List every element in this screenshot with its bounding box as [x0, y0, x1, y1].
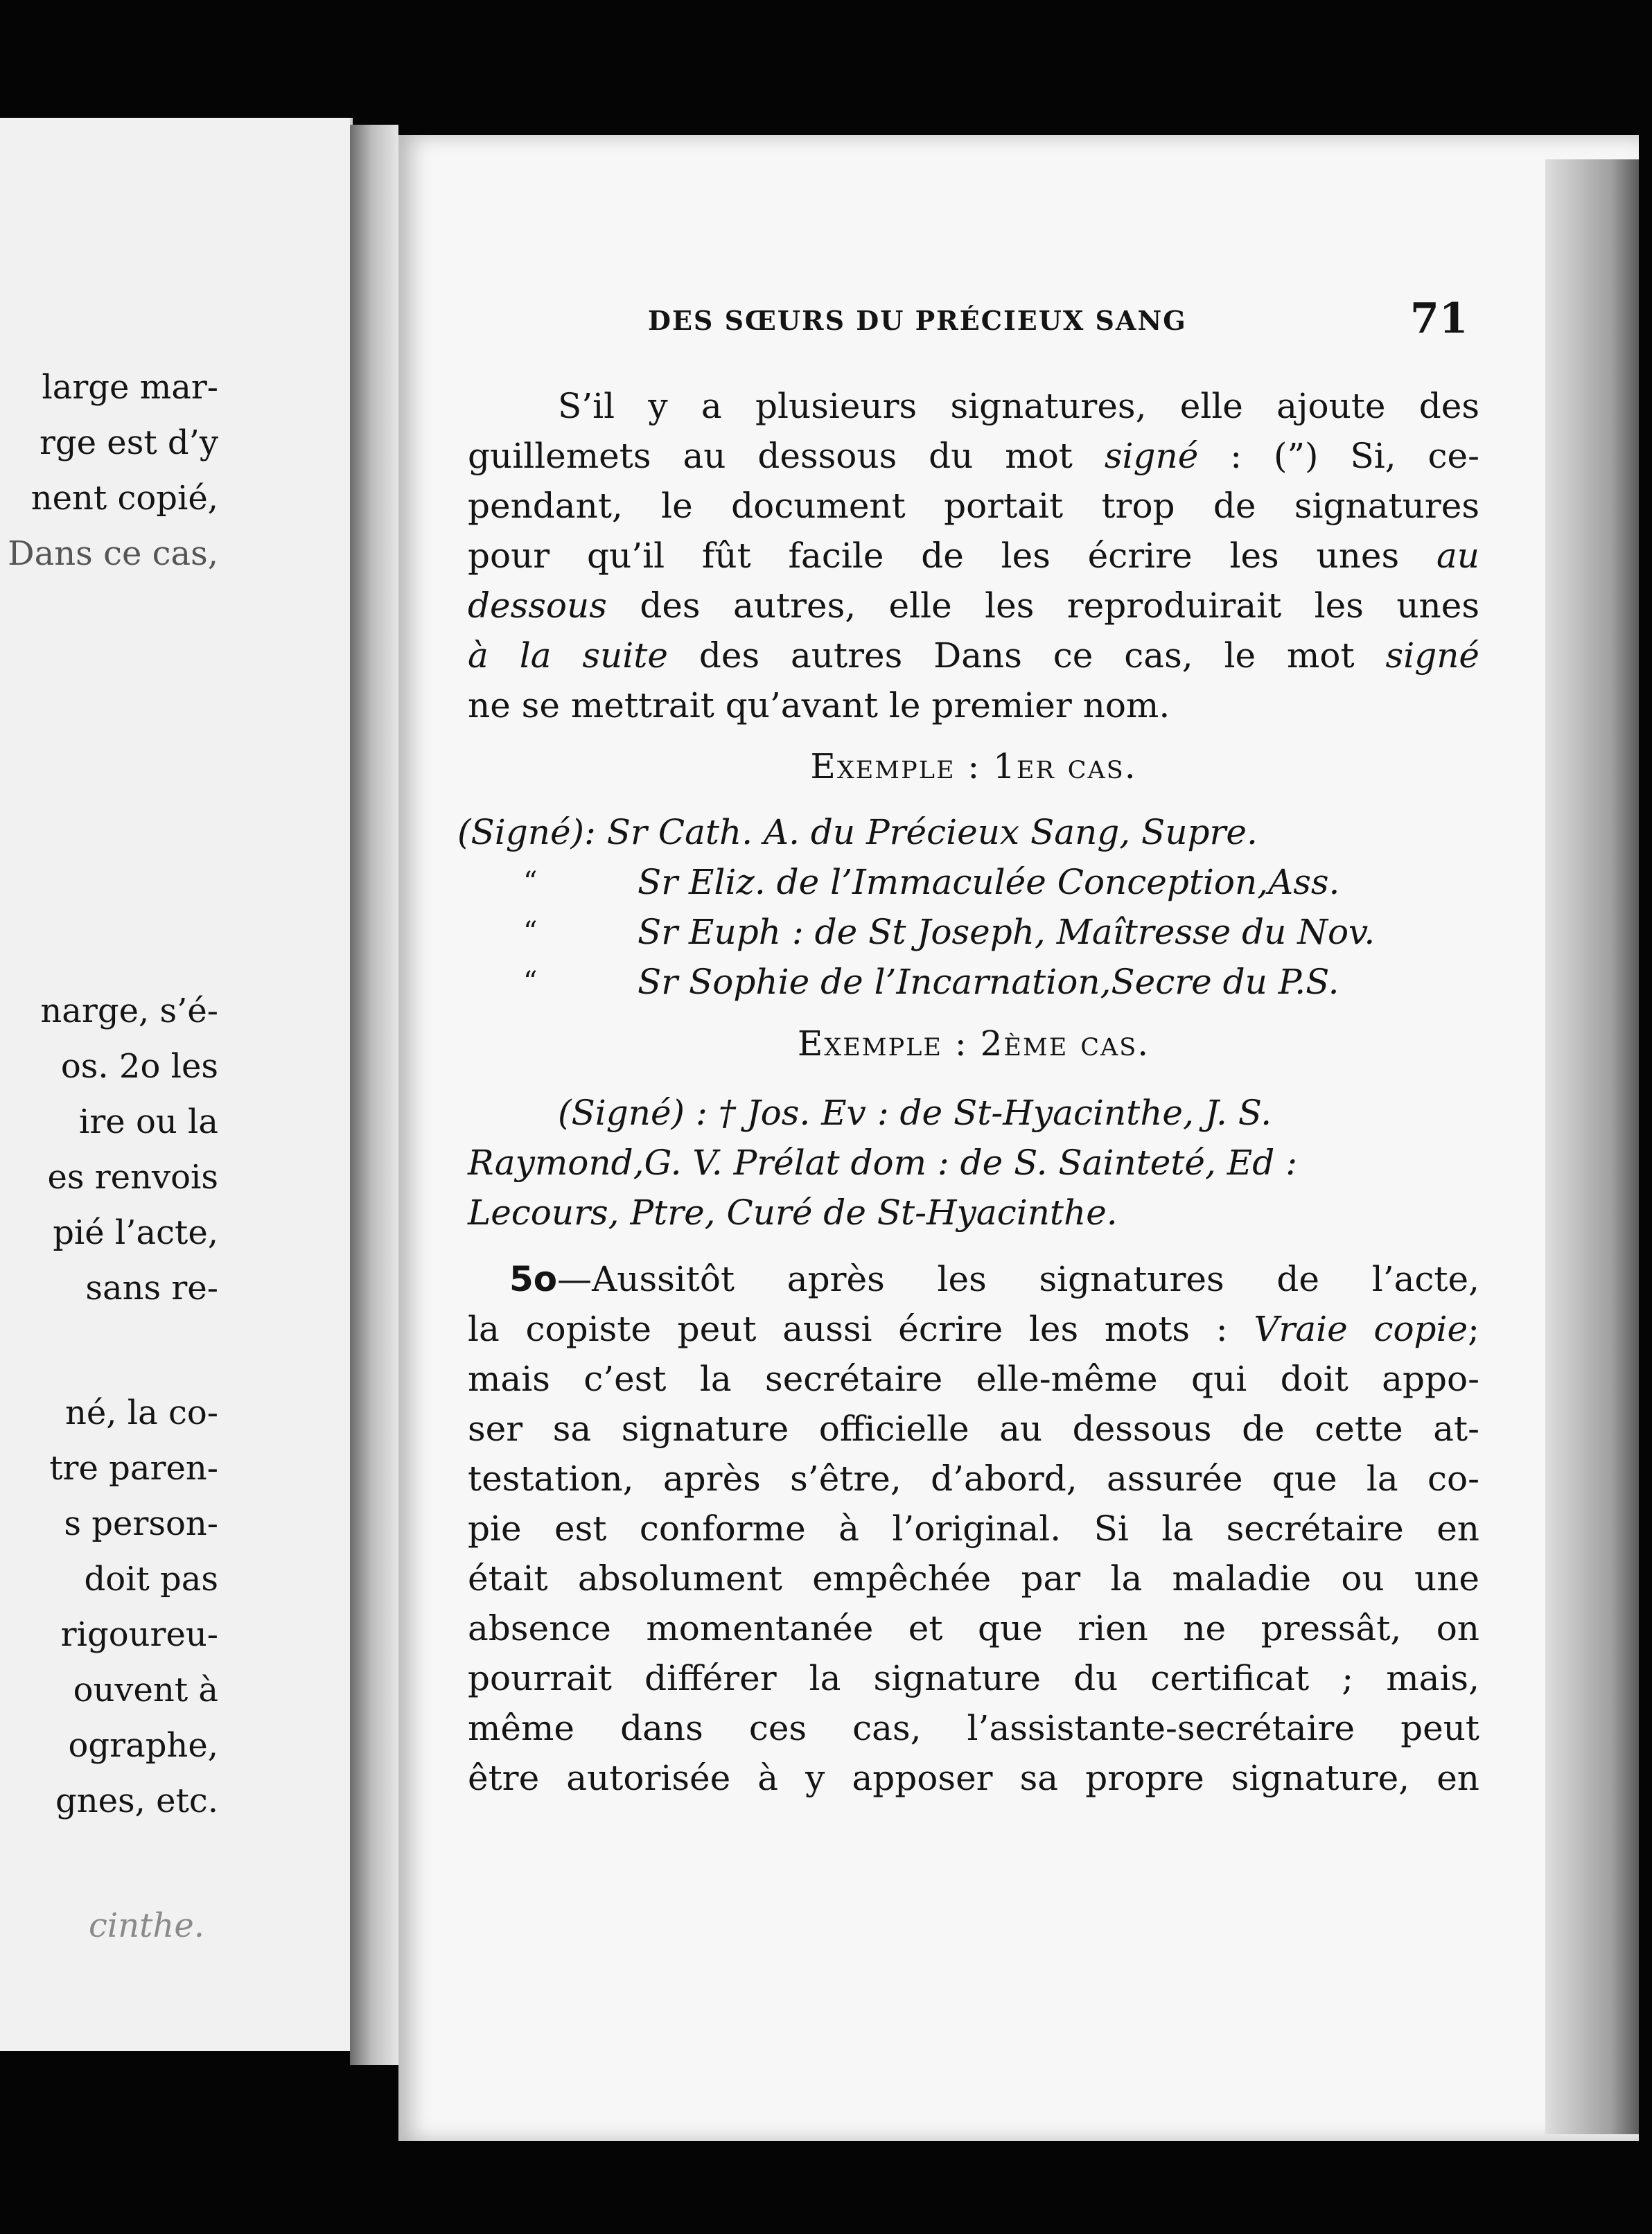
- left-line: pié l’acte,: [53, 1213, 218, 1252]
- text-run: —Aussitôt après les signatures de l’acte,: [557, 1259, 1479, 1299]
- text-run: pour qu’il fût facile de les écrire les unes: [468, 536, 1400, 576]
- example-heading: Exemple : 1er cas.: [810, 746, 1137, 786]
- left-line: rge est d’y: [39, 423, 218, 462]
- left-line: sans re-: [85, 1269, 218, 1308]
- left-line: cinthe.: [88, 1906, 204, 1945]
- signature-line: (Signé) : † Jos. Ev : de St-Hyacinthe, J. S.: [558, 1093, 1272, 1133]
- ditto-mark: “: [523, 866, 538, 898]
- text-line: [468, 581, 1479, 631]
- text-line: même dans ces cas, l’assistante-secrétaire peut: [468, 1708, 1479, 1748]
- page-edge: [1545, 159, 1639, 2134]
- text-run-italic: Vraie copie: [1254, 1309, 1468, 1349]
- right-page: [398, 135, 1639, 2141]
- signature-line: Raymond,G. V. Prélat dom : de S. Sainteté, Ed :: [468, 1143, 1298, 1183]
- text-line: [468, 1304, 1479, 1354]
- text-line: pourrait différer la signature du certificat ; mais,: [468, 1658, 1479, 1698]
- text-line: absence momentanée et que rien ne pressât, on: [468, 1608, 1479, 1648]
- text-run-italic: au: [1436, 536, 1479, 576]
- left-line: narge, s’é-: [40, 992, 218, 1030]
- text-run: des autres, elle les reproduirait les unes: [640, 586, 1479, 626]
- text-run: des autres Dans ce cas, le mot: [698, 635, 1355, 676]
- left-line: doit pas: [84, 1560, 218, 1599]
- ditto-mark: “: [523, 966, 538, 998]
- ditto-mark: “: [523, 916, 538, 948]
- text-line: [468, 1254, 1479, 1304]
- left-line: nent copié,: [30, 479, 218, 518]
- text-line: [468, 431, 1479, 481]
- left-line: tre paren-: [49, 1449, 218, 1488]
- example-heading: Exemple : 2ème cas.: [797, 1023, 1150, 1064]
- text-run-italic: signé: [1385, 635, 1479, 676]
- page-number: 71: [1410, 294, 1468, 343]
- signature-line: Lecours, Ptre, Curé de St-Hyacinthe.: [468, 1193, 1118, 1233]
- text-run-italic: à la suite: [468, 635, 668, 676]
- paragraph-number: 5o: [509, 1259, 558, 1299]
- left-line: large mar-: [42, 368, 218, 407]
- left-line: s person-: [64, 1504, 218, 1543]
- text-line: pie est conforme à l’original. Si la secrétaire en: [468, 1509, 1479, 1549]
- text-line: [468, 631, 1479, 680]
- left-line: Dans ce cas,: [8, 534, 218, 573]
- text-run: guillemets au dessous du mot: [468, 436, 1073, 476]
- left-line: ographe,: [68, 1726, 218, 1765]
- text-line: testation, après s’être, d’abord, assurée que la co-: [468, 1459, 1479, 1499]
- text-run-italic: signé: [1104, 436, 1199, 476]
- book-gutter: [350, 125, 398, 2065]
- running-head: DES SŒURS DU PRÉCIEUX SANG: [648, 305, 1187, 336]
- left-line: rigoureu-: [60, 1615, 218, 1654]
- signature-line: Sr Euph : de St Joseph, Maîtresse du Nov.: [638, 912, 1376, 952]
- left-line: es renvois: [47, 1158, 218, 1197]
- text-run: la copiste peut aussi écrire les mots :: [468, 1309, 1228, 1349]
- text-run: : (”) Si, ce-: [1230, 436, 1479, 476]
- text-line: ne se mettrait qu’avant le premier nom.: [468, 685, 1170, 725]
- left-page: [0, 118, 353, 2051]
- signature-line: Sr Sophie de l’Incarnation,Secre du P.S.: [638, 962, 1339, 1002]
- left-line: né, la co-: [64, 1393, 218, 1432]
- left-line: ire ou la: [79, 1102, 218, 1141]
- text-line: ser sa signature officielle au dessous de cette at-: [468, 1409, 1479, 1449]
- text-line: être autorisée à y apposer sa propre signature, en: [468, 1758, 1479, 1798]
- signature-line: (Signé): Sr Cath. A. du Précieux Sang, Supre.: [457, 812, 1258, 852]
- text-line: [468, 531, 1479, 581]
- text-line: mais c’est la secrétaire elle-même qui doit appo-: [468, 1359, 1479, 1399]
- left-line: gnes, etc.: [55, 1782, 218, 1820]
- text-line: pendant, le document portait trop de signatures: [468, 486, 1479, 526]
- text-run: ;: [1468, 1309, 1479, 1349]
- text-run-italic: dessous: [468, 586, 607, 626]
- left-line: os. 2o les: [60, 1047, 218, 1086]
- signature-line: Sr Eliz. de l’Immaculée Conception,Ass.: [638, 862, 1340, 902]
- left-line: ouvent à: [73, 1671, 218, 1709]
- text-line: était absolument empêchée par la maladie ou une: [468, 1558, 1479, 1599]
- text-line: S’il y a plusieurs signatures, elle ajoute des: [558, 386, 1479, 426]
